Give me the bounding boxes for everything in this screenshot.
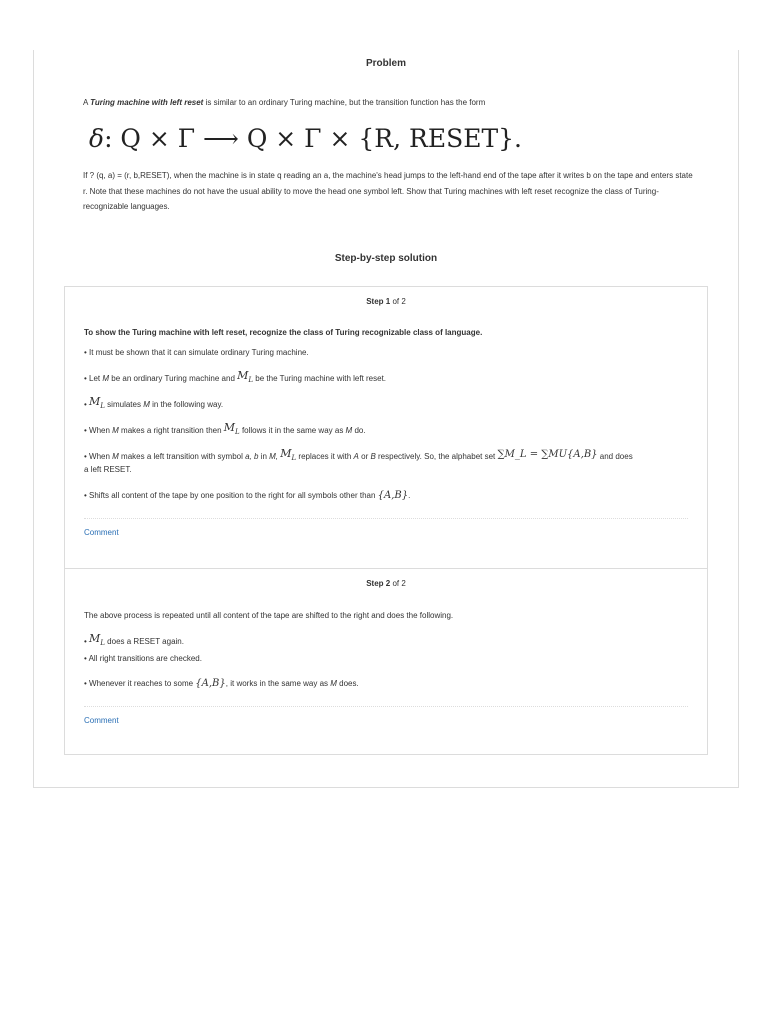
step-of: of 2 <box>392 579 406 588</box>
step-label: Step <box>366 579 384 588</box>
ml-symbol: $M_L$ <box>280 447 297 463</box>
formula-delta: δ <box>89 124 105 153</box>
step-1-panel <box>64 286 708 569</box>
problem-title: Problem <box>365 58 406 69</box>
step-2-line-3: • All right transitions are checked. <box>84 654 202 663</box>
step-2-line-2: • $M_L$ does a RESET again. <box>84 632 184 648</box>
ml-symbol: $M_L$ <box>89 395 105 411</box>
problem-card <box>33 50 739 788</box>
intro-prefix: A <box>83 98 91 107</box>
step-1-line-2: • Let M be an ordinary Turing machine and $M_L$ be the Turing machine with left reset. <box>84 369 387 385</box>
ml-symbol: $M_L$ <box>223 421 240 437</box>
step-1-line-5: • When M makes a left transition with symbol a, b in M, $M_L$ replaces it with A or B respectively. So, the alphabet set ∑M_L = ∑MU{A,B} and does <box>84 447 633 463</box>
step-2-line-1: The above process is repeated until all content of the tape are shifted to the right and does the following. <box>84 611 454 620</box>
step-2-divider <box>84 706 688 707</box>
transition-formula <box>89 124 522 153</box>
problem-intro <box>83 98 485 107</box>
set-ab: {A,B} <box>195 678 226 689</box>
step-1-line-1: • It must be shown that it can simulate ordinary Turing machine. <box>84 348 309 357</box>
step-1-header <box>65 297 707 306</box>
ml-symbol: $M_L$ <box>89 632 105 648</box>
step-2-panel <box>64 568 708 755</box>
step-2-comment-link[interactable]: Comment <box>84 716 119 725</box>
step-number: 2 <box>385 579 391 588</box>
ml-symbol: $M_L$ <box>237 369 254 385</box>
alphabet-set-formula: ∑M_L = ∑MU{A,B} <box>497 449 598 460</box>
formula-body: : Q × Γ ⟶ Q × Γ × {R, RESET}. <box>104 124 522 153</box>
step-1-line-5-cont: a left RESET. <box>84 465 132 474</box>
step-1-line-6: • Shifts all content of the tape by one position to the right for all symbols other than {A,B}. <box>84 490 411 501</box>
step-of: of 2 <box>392 297 406 306</box>
step-number: 1 <box>385 297 391 306</box>
step-2-header <box>65 579 707 588</box>
set-ab: {A,B} <box>377 490 409 501</box>
step-1-comment-link[interactable]: Comment <box>84 528 119 537</box>
step-2-line-4: • Whenever it reaches to some {A,B}, it works in the same way as M does. <box>84 678 359 689</box>
step-1-heading: To show the Turing machine with left reset, recognize the class of Turing recognizable class of language. <box>84 328 483 337</box>
solution-title: Step-by-step solution <box>334 253 438 264</box>
problem-paragraph: If ? (q, a) = (r, b,RESET), when the machine is in state q reading an a, the machine's head jumps to the left-hand end of the tape after it writes b on the tape and enters state r. Note that these machines do not have the usual ability to move the head one symbol left. Show that Turing machines with left reset recognize the class of Turing-recognizable languages. <box>83 171 693 211</box>
step-1-line-4: • When M makes a right transition then $M_L$ follows it in the same way as M do. <box>84 421 366 437</box>
intro-term: Turing machine with left reset <box>90 98 204 107</box>
intro-suffix: is similar to an ordinary Turing machine, but the transition function has the form <box>203 98 486 107</box>
step-label: Step <box>366 297 384 306</box>
step-1-line-3: • $M_L$ simulates M in the following way. <box>84 395 224 411</box>
step-1-divider <box>84 518 688 519</box>
